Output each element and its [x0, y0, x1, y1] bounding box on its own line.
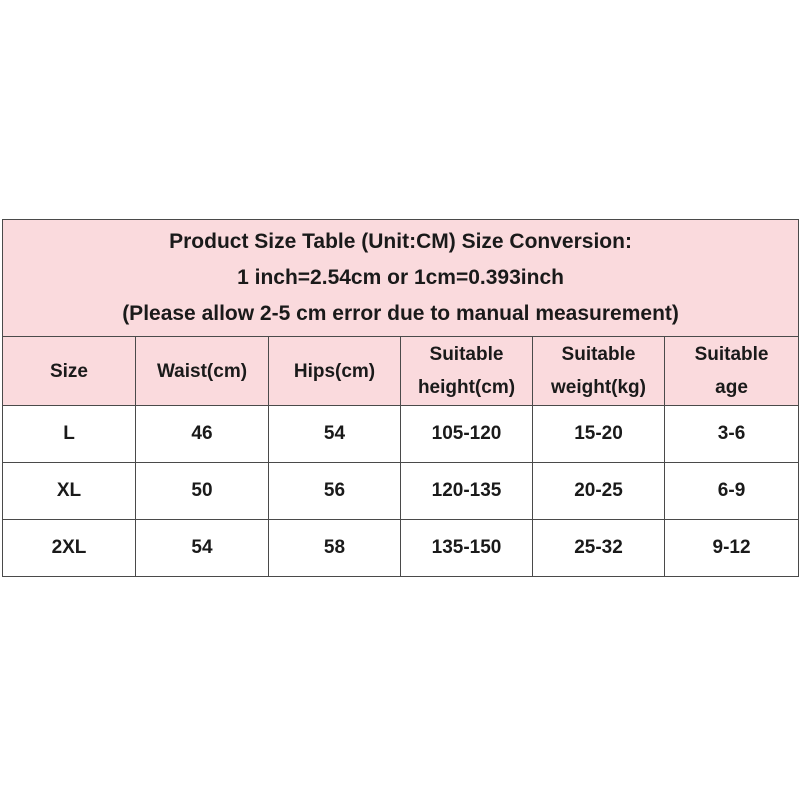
header-suitable-weight: Suitable weight(kg) — [533, 337, 665, 406]
title-line-inch-conversion: 1 inch=2.54cm or 1cm=0.393inch — [237, 266, 564, 289]
cell-height: 105-120 — [401, 406, 533, 463]
cell-size: 2XL — [3, 520, 136, 577]
header-row — [3, 337, 799, 406]
cell-age: 9-12 — [665, 520, 799, 577]
title-line-error-note: (Please allow 2-5 cm error due to manual measurement) — [122, 302, 679, 325]
cell-hips: 58 — [269, 520, 401, 577]
cell-size: XL — [3, 463, 136, 520]
cell-age: 3-6 — [665, 406, 799, 463]
header-size: Size — [3, 337, 136, 406]
cell-waist: 50 — [136, 463, 269, 520]
cell-height: 135-150 — [401, 520, 533, 577]
table-row — [3, 520, 799, 577]
cell-height: 120-135 — [401, 463, 533, 520]
table-row — [3, 463, 799, 520]
cell-size: L — [3, 406, 136, 463]
cell-weight: 15-20 — [533, 406, 665, 463]
cell-hips: 56 — [269, 463, 401, 520]
header-suitable-height: Suitable height(cm) — [401, 337, 533, 406]
title-row — [3, 220, 799, 337]
cell-age: 6-9 — [665, 463, 799, 520]
header-hips: Hips(cm) — [269, 337, 401, 406]
cell-weight: 20-25 — [533, 463, 665, 520]
cell-weight: 25-32 — [533, 520, 665, 577]
cell-waist: 54 — [136, 520, 269, 577]
size-chart-table — [2, 219, 799, 577]
title-line-size-conversion: Product Size Table (Unit:CM) Size Conversion: — [169, 230, 632, 253]
header-suitable-age: Suitable age — [665, 337, 799, 406]
header-waist: Waist(cm) — [136, 337, 269, 406]
cell-hips: 54 — [269, 406, 401, 463]
table-row — [3, 406, 799, 463]
table-title — [3, 220, 799, 337]
cell-waist: 46 — [136, 406, 269, 463]
